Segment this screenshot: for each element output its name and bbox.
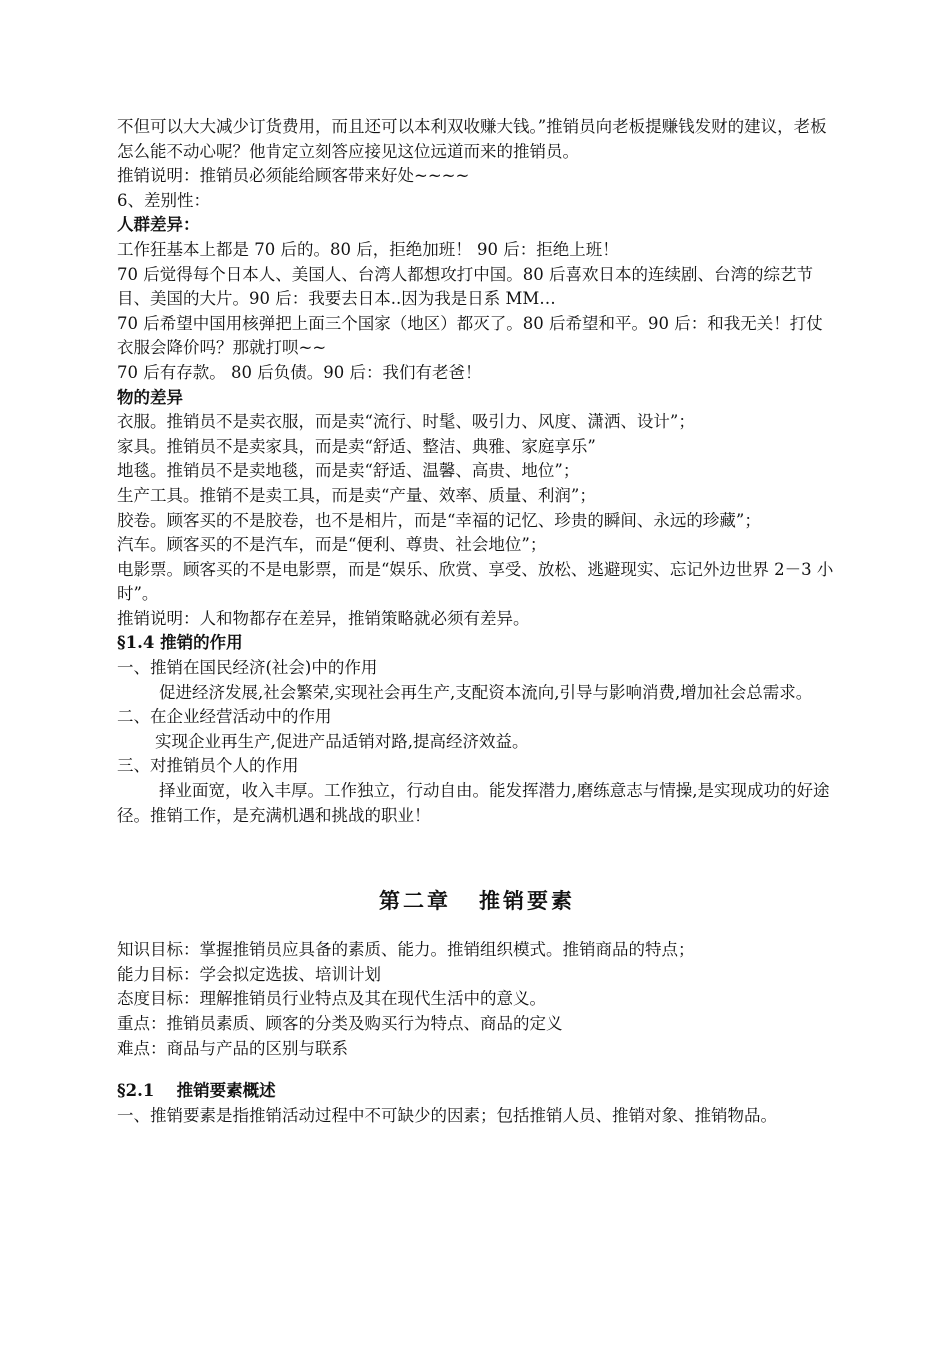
paragraph: 择业面宽，收入丰厚。工作独立，行动自由。能发挥潜力,磨练意志与情操,是实现成功的好途径。推销工作，是充满机遇和挑战的职业！ xyxy=(117,781,830,825)
ability-goal: 能力目标：学会拟定选拔、培训计划 xyxy=(117,964,381,984)
subheading-people: 人群差异： xyxy=(117,215,200,235)
paragraph: 推销说明：推销员必须能给顾客带来好处~~~~ xyxy=(117,166,470,186)
paragraph: 70 后希望中国用核弹把上面三个国家（地区）都灭了。80 后希望和平。90 后：和我无关！打仗衣服会降价吗？那就打呗~~ xyxy=(117,313,823,358)
paragraph: 工作狂基本上都是 70 后的。80 后，拒绝加班！ 90 后：拒绝上班！ xyxy=(117,239,619,259)
knowledge-goal: 知识目标：掌握推销员应具备的素质、能力。推销组织模式。推销商品的特点； xyxy=(117,940,695,960)
paragraph: 不但可以大大减少订货费用，而且还可以本利双收赚大钱。”推销员向老板提赚钱发财的建议，老板怎么能不动心呢？他肯定立刻答应接见这位远道而来的推销员。 xyxy=(117,117,827,161)
difficult-points: 难点：商品与产品的区别与联系 xyxy=(117,1038,348,1058)
list-item: 6、差别性： xyxy=(117,190,210,210)
paragraph: 实现企业再生产,促进产品适销对路,提高经济效益。 xyxy=(155,731,529,751)
paragraph: 促进经济发展,社会繁荣,实现社会再生产,支配资本流向,引导与影响消费,增加社会总需求。 xyxy=(159,682,813,702)
list-item: 一、推销在国民经济(社会)中的作用 xyxy=(117,658,378,678)
list-item: 二、在企业经营活动中的作用 xyxy=(117,707,332,727)
chapter-name: 推销要素 xyxy=(479,888,575,914)
document-page xyxy=(117,115,837,1128)
paragraph: 地毯。推销员不是卖地毯，而是卖“舒适、温馨、高贵、地位”； xyxy=(117,461,580,481)
section-heading-2-1: §2.1 推销要素概述 xyxy=(117,1081,276,1101)
section-heading-1-4: §1.4 推销的作用 xyxy=(117,633,243,653)
key-points: 重点：推销员素质、顾客的分类及购买行为特点、商品的定义 xyxy=(117,1014,563,1033)
paragraph: 一、推销要素是指推销活动过程中不可缺少的因素；包括推销人员、推销对象、推销物品。 xyxy=(117,1105,777,1125)
paragraph: 胶卷。顾客买的不是胶卷，也不是相片，而是“幸福的记忆、珍贵的瞬间、永远的珍藏”； xyxy=(117,510,761,530)
chapter-title xyxy=(117,886,837,916)
paragraph: 电影票。顾客买的不是电影票，而是“娱乐、欣赏、享受、放松、逃避现实、忘记外边世界 2－3 小时”。 xyxy=(117,559,834,604)
spacer xyxy=(117,1061,837,1079)
paragraph: 推销说明：人和物都存在差异，推销策略就必须有差异。 xyxy=(117,608,530,628)
paragraph: 生产工具。推销不是卖工具，而是卖“产量、效率、质量、利润”； xyxy=(117,485,596,505)
paragraph: 70 后觉得每个日本人、美国人、台湾人都想攻打中国。80 后喜欢日本的连续剧、台湾的综艺节目、美国的大片。90 后：我要去日本..因为我是日系 MM… xyxy=(117,264,813,309)
list-item: 三、对推销员个人的作用 xyxy=(117,756,299,776)
paragraph: 汽车。顾客买的不是汽车，而是“便利、尊贵、社会地位”； xyxy=(117,535,547,555)
subheading-things: 物的差异 xyxy=(117,387,183,407)
chapter-number: 第二章 xyxy=(379,888,451,914)
paragraph: 衣服。推销员不是卖衣服，而是卖“流行、时髦、吸引力、风度、潇洒、设计”； xyxy=(117,412,695,432)
attitude-goal: 态度目标：理解推销员行业特点及其在现代生活中的意义。 xyxy=(117,989,546,1009)
paragraph: 70 后有存款。 80 后负债。90 后：我们有老爸！ xyxy=(117,362,482,382)
paragraph: 家具。推销员不是卖家具，而是卖“舒适、整洁、典雅、家庭享乐” xyxy=(117,436,596,456)
